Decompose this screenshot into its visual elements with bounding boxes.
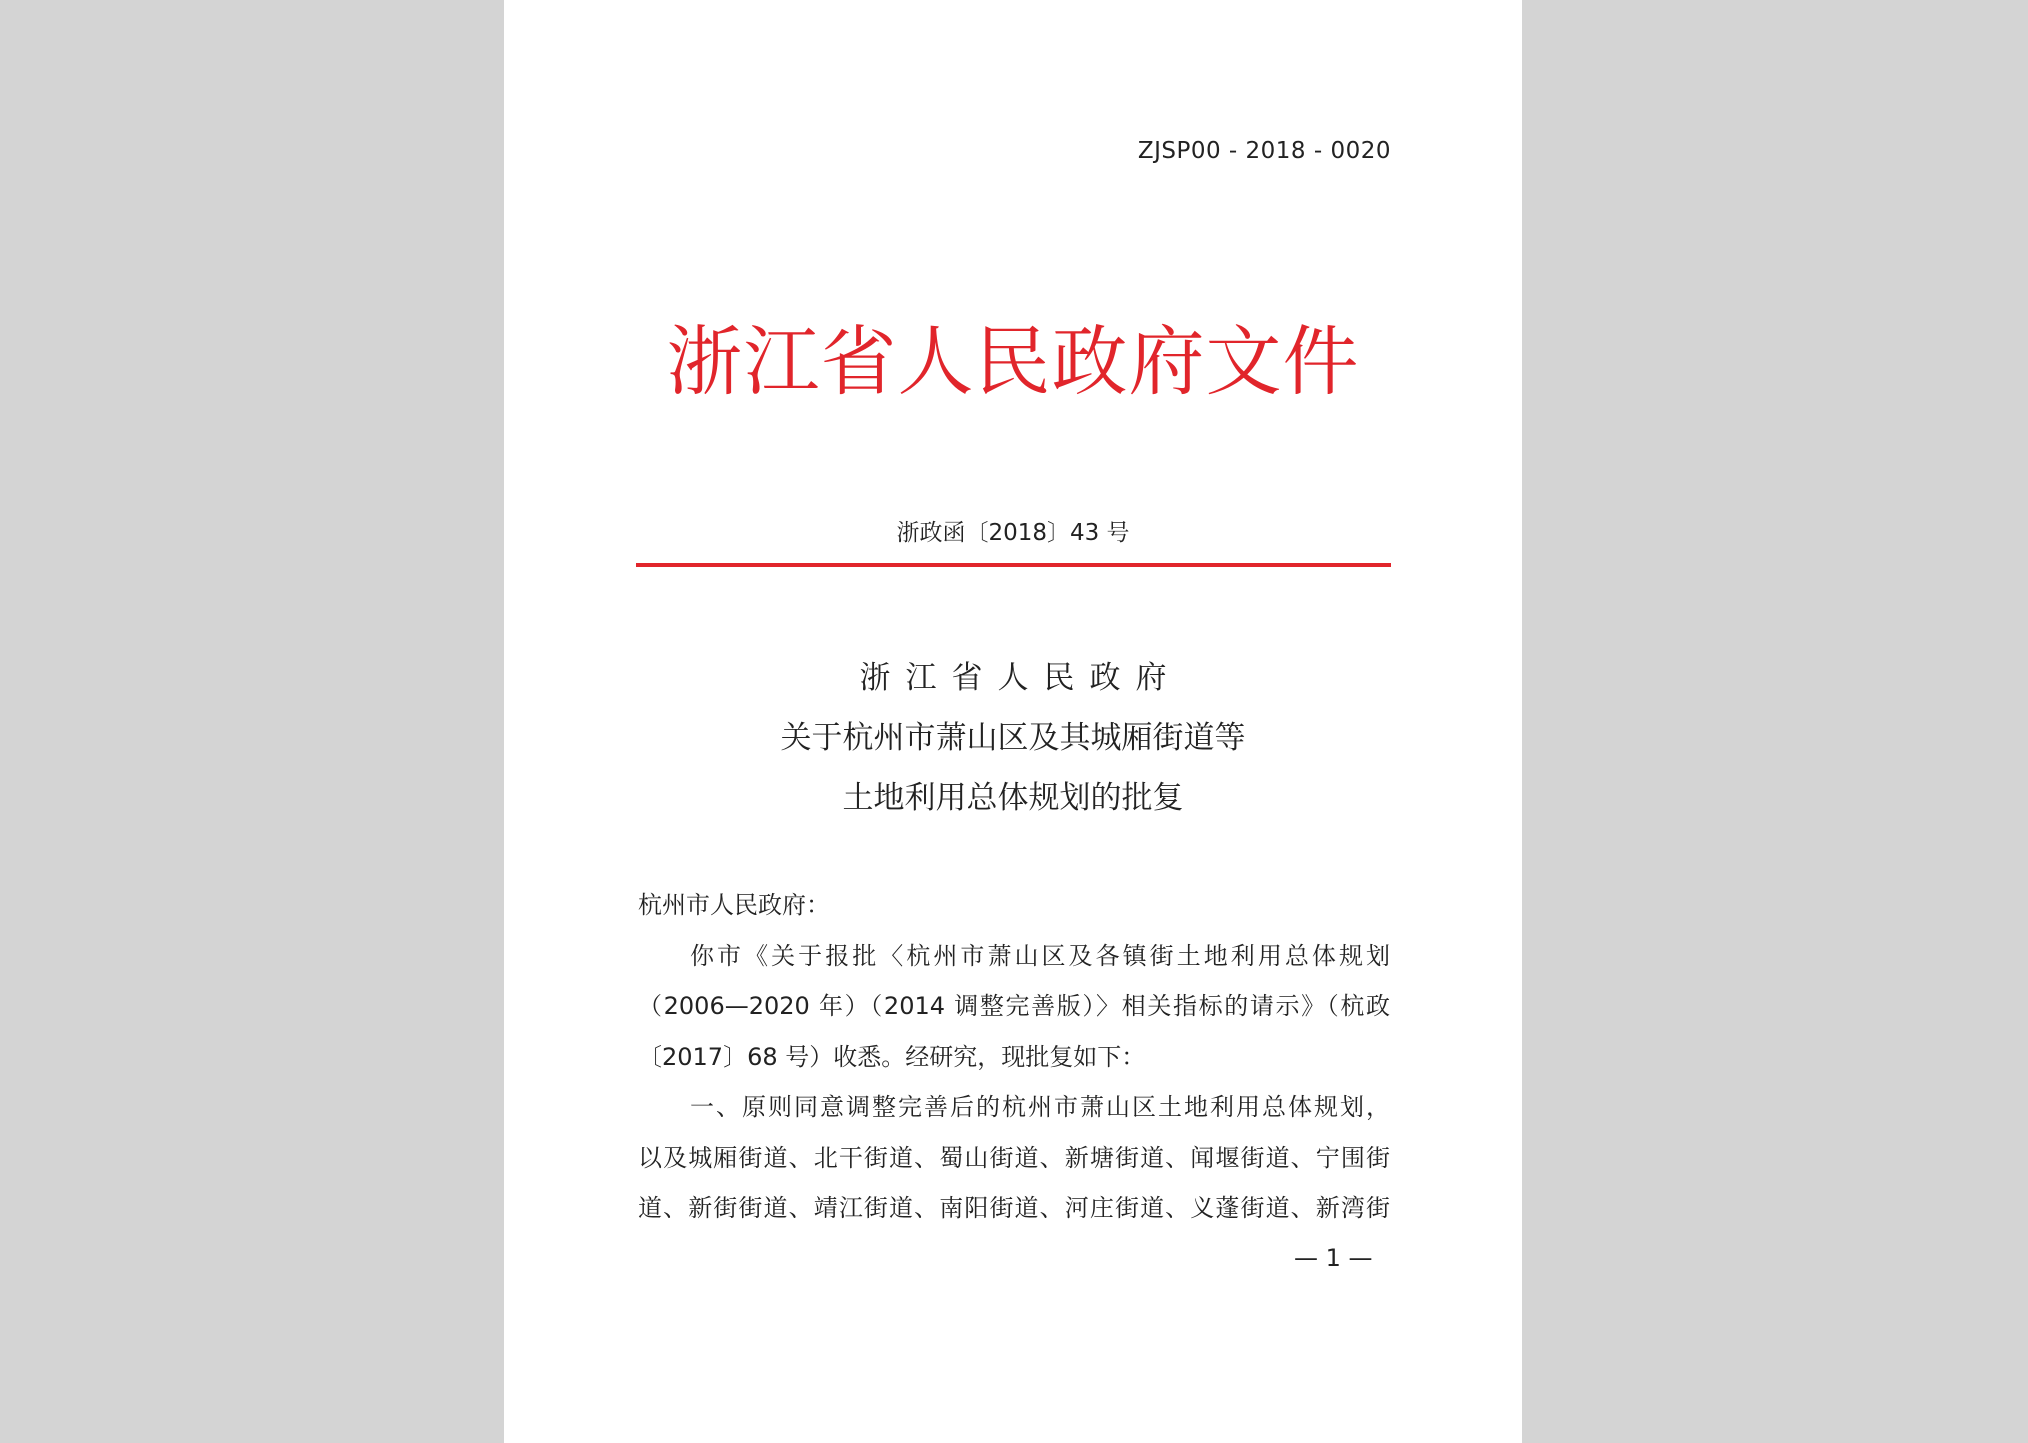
body-line: （2006—2020 年）（2014 调整完善版）〉相关指标的请示》（杭政 [638, 992, 1390, 1020]
body-line: 〔2017〕68 号）收悉。经研究，现批复如下： [638, 1042, 1146, 1071]
salutation: 杭州市人民政府： [638, 891, 830, 919]
body-line: 一、原则同意调整完善后的杭州市萧山区土地利用总体规划， [690, 1093, 1390, 1121]
subject-line-topic: 关于杭州市萧山区及其城厢街道等 [780, 720, 1246, 756]
document-subject [504, 648, 1522, 828]
document-header-title: 浙江省人民政府文件 [666, 317, 1360, 406]
document-body [638, 880, 1390, 1234]
subject-line-issuer: 浙江省人民政府 [859, 660, 1182, 696]
body-line: 道、新街街道、靖江街道、南阳街道、河庄街道、义蓬街道、新湾街 [638, 1194, 1390, 1222]
page-number: — 1 — [1294, 1244, 1373, 1272]
document-number: 浙政函〔2018〕43 号 [896, 520, 1130, 546]
red-divider-line [636, 563, 1391, 567]
document-code: ZJSP00 - 2018 - 0020 [1137, 138, 1391, 164]
document-page [504, 0, 1522, 1443]
body-line: 以及城厢街道、北干街道、蜀山街道、新塘街道、闻堰街道、宁围街 [638, 1143, 1390, 1172]
body-line: 你市《关于报批〈杭州市萧山区及各镇街土地利用总体规划 [690, 941, 1390, 970]
subject-line-topic-continued: 土地利用总体规划的批复 [842, 780, 1184, 816]
